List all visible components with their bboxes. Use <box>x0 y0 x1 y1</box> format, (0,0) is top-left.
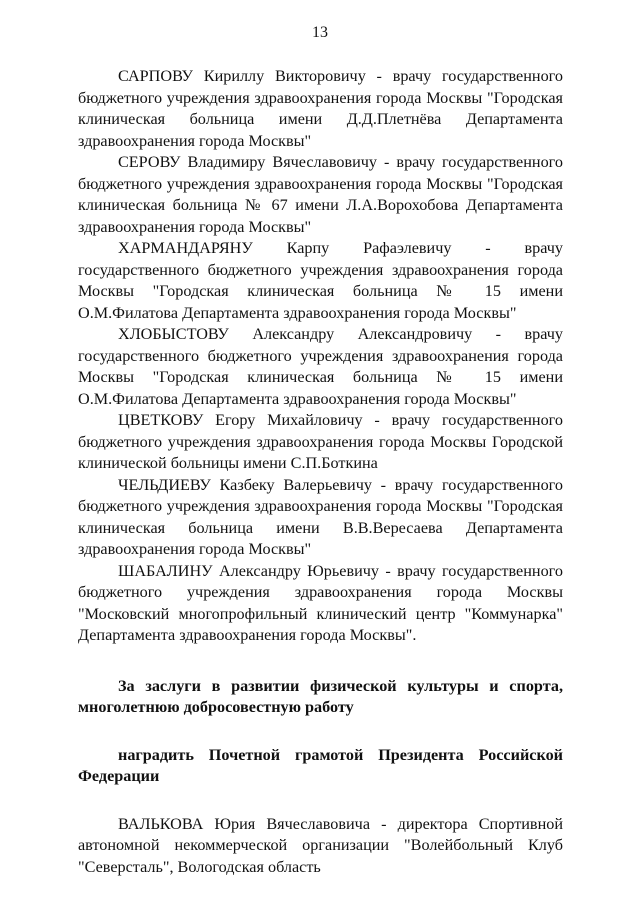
awardee-paragraph: ХЛОБЫСТОВУ Александру Александровичу - врачу государственного бюджетного учреждения здравоохранения города Москвы "Городская клиническая больница № 15 имени О.М.Филатова Департамента здравоохранения города Москвы" <box>78 325 563 408</box>
section-spacer <box>78 647 563 676</box>
award-decision-heading: наградить Почетной грамотой Президента Российской Федерации <box>78 745 563 785</box>
page-number: 13 <box>312 24 328 41</box>
awardee-paragraph: САРПОВУ Кириллу Викторовичу - врачу государственного бюджетного учреждения здравоохранения города Москвы "Городская клиническая больница имени Д.Д.Плетнёва Департамента здравоохранения города Москвы" <box>78 67 563 150</box>
awardee-paragraph: ВАЛЬКОВА Юрия Вячеславовича - директора Спортивной автономной некоммерческой организации "Волейбольный Клуб "Северсталь", Вологодская область <box>78 814 563 876</box>
awardee-paragraph: ХАРМАНДАРЯНУ Карпу Рафаэлевичу - врачу государственного бюджетного учреждения здравоохранения города Москвы "Городская клиническая больница № 15 имени О.М.Филатова Департамента здравоохранения города Москвы" <box>78 239 563 322</box>
awardee-paragraph: ЧЕЛЬДИЕВУ Казбеку Валерьевичу - врачу государственного бюджетного учреждения здравоохранения города Москвы "Городская клиническая больница имени В.В.Вересаева Департамента здравоохранения города Москвы" <box>78 475 563 558</box>
section-spacer <box>78 788 563 814</box>
awardee-paragraph: СЕРОВУ Владимиру Вячеславовичу - врачу государственного бюджетного учреждения здравоохранения города Москвы "Городская клиническая больница № 67 имени Л.А.Ворохобова Департамента здравоохранения города Москвы" <box>78 153 563 236</box>
awardee-paragraph: ЦВЕТКОВУ Егору Михайловичу - врачу государственного бюджетного учреждения здравоохранения города Москвы Городской клинической больницы имени С.П.Боткина <box>78 411 563 472</box>
awardee-paragraph: ШАБАЛИНУ Александру Юрьевичу - врачу государственного бюджетного учреждения здравоохранения города Москвы "Московский многопрофильный клинический центр "Коммунарка" Департамента здравоохранения города Москвы". <box>78 561 563 644</box>
document-body <box>78 66 563 878</box>
award-reason-heading: За заслуги в развитии физической культуры и спорта, многолетнюю добросовестную работу <box>78 676 563 716</box>
section-spacer <box>78 719 563 745</box>
